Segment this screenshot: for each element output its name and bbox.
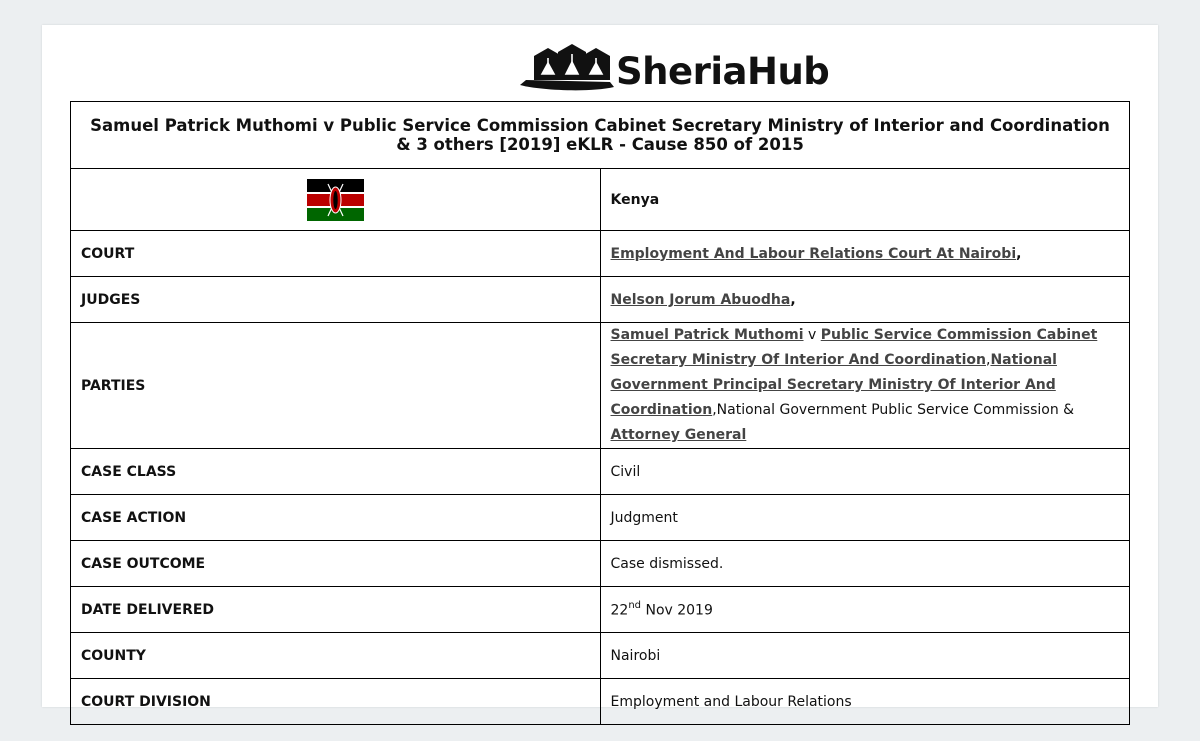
- parties-label: PARTIES: [71, 323, 601, 449]
- party-separator-1: ,: [986, 352, 991, 368]
- versus-text: v: [803, 327, 821, 343]
- judges-suffix: ,: [790, 291, 796, 308]
- country-flag-cell: [71, 169, 601, 231]
- kenya-flag-icon: [307, 179, 364, 221]
- party-link-5[interactable]: Attorney General: [610, 427, 747, 443]
- date-delivered-value: [600, 587, 1130, 633]
- logo-text: SheriaHub: [616, 49, 830, 93]
- case-class-value: Civil: [600, 449, 1130, 495]
- party-separator-2: ,National Government Public Service Commission &: [712, 402, 1075, 418]
- party-link-3[interactable]: National Government Principal Secretary Ministry Of Interior And Coordination: [610, 352, 1057, 418]
- court-value: [600, 231, 1130, 277]
- county-row: [71, 633, 1130, 679]
- judges-value: [600, 277, 1130, 323]
- date-ordinal: nd: [628, 599, 642, 611]
- judge-link[interactable]: Nelson Jorum Abuodha: [610, 291, 791, 308]
- case-outcome-row: [71, 541, 1130, 587]
- parties-value: [600, 323, 1130, 449]
- scales-boat-icon: [518, 44, 616, 92]
- date-rest: Nov 2019: [641, 602, 713, 619]
- county-label: COUNTY: [71, 633, 601, 679]
- case-card: [42, 25, 1158, 710]
- court-link[interactable]: Employment And Labour Relations Court At Nairobi: [610, 245, 1017, 262]
- court-suffix: ,: [1016, 245, 1022, 262]
- sheriahub-logo[interactable]: [518, 43, 829, 93]
- case-action-label: CASE ACTION: [71, 495, 601, 541]
- court-division-row: [71, 679, 1130, 725]
- case-class-row: [71, 449, 1130, 495]
- county-value: Nairobi: [600, 633, 1130, 679]
- case-action-value: Judgment: [600, 495, 1130, 541]
- party-link-1[interactable]: Samuel Patrick Muthomi: [610, 327, 804, 343]
- case-metadata-table: [70, 101, 1130, 725]
- case-class-label: CASE CLASS: [71, 449, 601, 495]
- country-name: Kenya: [600, 169, 1130, 231]
- case-outcome-value: Case dismissed.: [600, 541, 1130, 587]
- case-title: Samuel Patrick Muthomi v Public Service Commission Cabinet Secretary Ministry of Interior and Coordination & 3 others [2019] eKLR - Cause 850 of 2015: [71, 102, 1130, 169]
- case-outcome-label: CASE OUTCOME: [71, 541, 601, 587]
- date-delivered-row: [71, 587, 1130, 633]
- case-action-row: [71, 495, 1130, 541]
- judges-row: [71, 277, 1130, 323]
- court-division-label: COURT DIVISION: [71, 679, 601, 725]
- court-label: COURT: [71, 231, 601, 277]
- date-delivered-label: DATE DELIVERED: [71, 587, 601, 633]
- judges-label: JUDGES: [71, 277, 601, 323]
- party-link-2[interactable]: Public Service Commission Cabinet Secretary Ministry Of Interior And Coordination: [610, 327, 1098, 368]
- court-row: [71, 231, 1130, 277]
- court-division-value: Employment and Labour Relations: [600, 679, 1130, 725]
- date-day: 22: [610, 602, 629, 619]
- parties-row: [71, 323, 1130, 449]
